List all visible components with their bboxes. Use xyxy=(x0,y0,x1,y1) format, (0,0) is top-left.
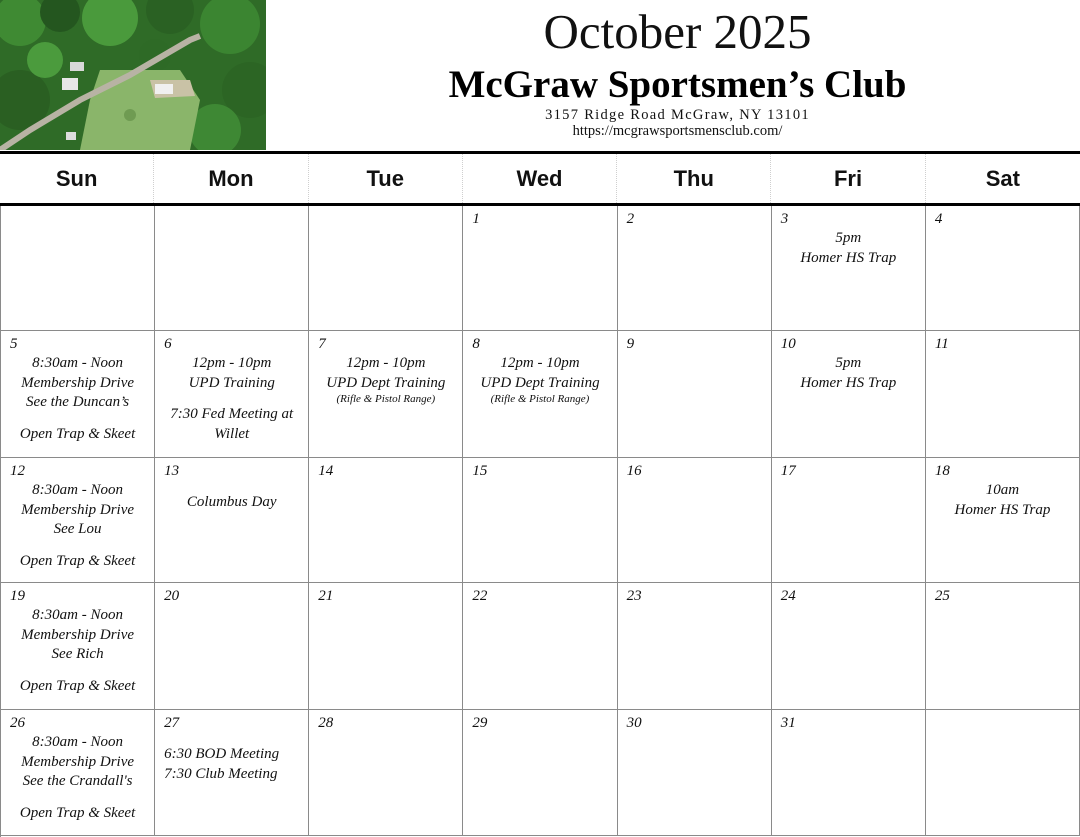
day-cell-18 xyxy=(926,458,1080,583)
aerial-photo xyxy=(0,0,266,150)
event-line: Open Trap & Skeet xyxy=(19,425,136,442)
day-cell-9 xyxy=(618,331,772,458)
day-number: 5 xyxy=(10,336,18,352)
day-number: 10 xyxy=(780,336,796,352)
day-number: 28 xyxy=(318,715,334,731)
day-cell-20 xyxy=(155,583,309,710)
event-text xyxy=(463,354,616,406)
day-cell-7 xyxy=(309,331,463,458)
event-line: Membership Drive xyxy=(21,501,135,518)
event-text xyxy=(926,481,1079,520)
weekday-sun: Sun xyxy=(0,154,154,203)
club-website: https://mcgrawsportsmensclub.com/ xyxy=(572,123,783,139)
day-cell-26 xyxy=(1,710,155,836)
day-number: 6 xyxy=(164,336,172,352)
day-number: 9 xyxy=(626,336,635,352)
event-line xyxy=(155,481,308,493)
empty-day-cell xyxy=(309,206,463,331)
event-line: See Rich xyxy=(51,646,104,663)
day-cell-23 xyxy=(618,583,772,710)
event-line: Homer HS Trap xyxy=(800,374,897,391)
day-number: 31 xyxy=(780,715,796,731)
event-text xyxy=(1,481,154,571)
event-line: (Rifle & Pistol Range) xyxy=(336,393,436,406)
event-line xyxy=(1,413,154,425)
day-number: 23 xyxy=(626,588,642,604)
event-line: 8:30am - Noon xyxy=(32,607,123,623)
event-line: Membership Drive xyxy=(21,374,135,391)
weekday-wed: Wed xyxy=(463,154,617,203)
club-address: 3157 Ridge Road McGraw, NY 13101 xyxy=(545,107,810,123)
event-line: Open Trap & Skeet xyxy=(19,677,136,694)
day-cell-6 xyxy=(155,331,309,458)
weekday-header-row xyxy=(0,154,1080,203)
event-text xyxy=(772,229,925,268)
day-cell-10 xyxy=(772,331,926,458)
event-text xyxy=(155,354,308,444)
day-number: 20 xyxy=(164,588,180,604)
day-number: 18 xyxy=(934,463,950,479)
day-number: 13 xyxy=(164,463,180,479)
event-text xyxy=(164,733,308,784)
event-line: 7:30 Fed Meeting at xyxy=(170,406,294,423)
day-cell-16 xyxy=(618,458,772,583)
event-text xyxy=(155,481,308,513)
event-line: See Lou xyxy=(53,521,102,538)
event-line: Open Trap & Skeet xyxy=(19,552,136,569)
event-line xyxy=(1,792,154,804)
day-cell-22 xyxy=(463,583,617,710)
weekday-thu: Thu xyxy=(617,154,771,203)
day-number: 27 xyxy=(164,715,180,731)
day-number: 8 xyxy=(472,336,480,352)
day-number: 16 xyxy=(626,463,642,479)
event-text xyxy=(1,606,154,696)
day-number: 2 xyxy=(626,211,635,227)
day-number: 17 xyxy=(780,463,796,479)
day-cell-13 xyxy=(155,458,309,583)
day-cell-3 xyxy=(772,206,926,331)
event-line: Homer HS Trap xyxy=(954,501,1051,518)
day-cell-28 xyxy=(309,710,463,836)
day-number: 7 xyxy=(318,336,326,352)
event-line xyxy=(1,665,154,677)
event-line: 12pm - 10pm xyxy=(346,355,426,371)
event-text xyxy=(772,354,925,393)
day-cell-11 xyxy=(926,331,1080,458)
weekday-tue: Tue xyxy=(309,154,463,203)
day-cell-27 xyxy=(155,710,309,836)
event-line: 6:30 BOD Meeting xyxy=(164,746,280,762)
day-cell-17 xyxy=(772,458,926,583)
day-number: 1 xyxy=(472,211,480,227)
event-line: See the Crandall's xyxy=(22,773,133,790)
event-line xyxy=(1,540,154,552)
day-cell-2 xyxy=(618,206,772,331)
day-cell-25 xyxy=(926,583,1080,710)
weekday-mon: Mon xyxy=(154,154,308,203)
event-line: UPD Training xyxy=(188,374,275,391)
empty-day-cell xyxy=(926,710,1080,836)
day-cell-1 xyxy=(463,206,617,331)
event-text xyxy=(1,733,154,823)
day-cell-14 xyxy=(309,458,463,583)
event-line: 8:30am - Noon xyxy=(32,482,123,498)
day-cell-15 xyxy=(463,458,617,583)
day-number: 12 xyxy=(10,463,25,479)
event-line: Membership Drive xyxy=(21,753,135,770)
day-cell-4 xyxy=(926,206,1080,331)
day-number: 24 xyxy=(780,588,796,604)
day-number: 15 xyxy=(472,463,488,479)
event-text xyxy=(1,354,154,444)
day-cell-30 xyxy=(618,710,772,836)
day-cell-8 xyxy=(463,331,617,458)
event-line: (Rifle & Pistol Range) xyxy=(490,393,590,406)
day-number: 30 xyxy=(626,715,642,731)
event-text xyxy=(309,354,462,406)
event-line: Columbus Day xyxy=(186,494,277,510)
day-cell-19 xyxy=(1,583,155,710)
day-cell-12 xyxy=(1,458,155,583)
day-number: 21 xyxy=(318,588,334,604)
event-line: 5pm xyxy=(835,355,862,371)
day-number: 19 xyxy=(10,588,25,604)
day-number: 14 xyxy=(318,463,334,479)
event-line: 8:30am - Noon xyxy=(32,734,123,750)
day-number: 26 xyxy=(10,715,25,731)
event-line: 8:30am - Noon xyxy=(32,355,123,371)
empty-day-cell xyxy=(1,206,155,331)
event-line: 7:30 Club Meeting xyxy=(164,765,278,782)
empty-day-cell xyxy=(155,206,309,331)
event-line: Open Trap & Skeet xyxy=(19,804,136,821)
event-line: 12pm - 10pm xyxy=(192,355,272,371)
event-line: UPD Dept Training xyxy=(326,374,446,391)
day-number: 4 xyxy=(934,211,943,227)
event-line: Membership Drive xyxy=(21,626,135,643)
calendar-month-title: October 2025 xyxy=(543,4,812,59)
day-cell-31 xyxy=(772,710,926,836)
weekday-sat: Sat xyxy=(985,165,1020,191)
day-number: 29 xyxy=(472,715,488,731)
day-number: 11 xyxy=(934,336,949,352)
day-number: 25 xyxy=(934,588,950,604)
event-line: Willet xyxy=(214,425,250,442)
event-line xyxy=(164,733,308,745)
day-cell-21 xyxy=(309,583,463,710)
event-line: 12pm - 10pm xyxy=(500,355,580,371)
day-number: 3 xyxy=(780,211,789,227)
day-cell-5 xyxy=(1,331,155,458)
weekday-fri: Fri xyxy=(771,154,925,203)
event-line xyxy=(155,393,308,405)
event-line: See the Duncan’s xyxy=(26,394,130,411)
event-line: Homer HS Trap xyxy=(800,249,897,266)
day-cell-29 xyxy=(463,710,617,836)
calendar-grid xyxy=(0,206,1080,837)
event-line: 5pm xyxy=(835,230,862,246)
day-cell-24 xyxy=(772,583,926,710)
club-name: McGraw Sportsmen’s Club xyxy=(448,63,907,106)
event-line: 10am xyxy=(985,482,1020,498)
event-line: UPD Dept Training xyxy=(480,374,600,391)
day-number: 22 xyxy=(472,588,488,604)
